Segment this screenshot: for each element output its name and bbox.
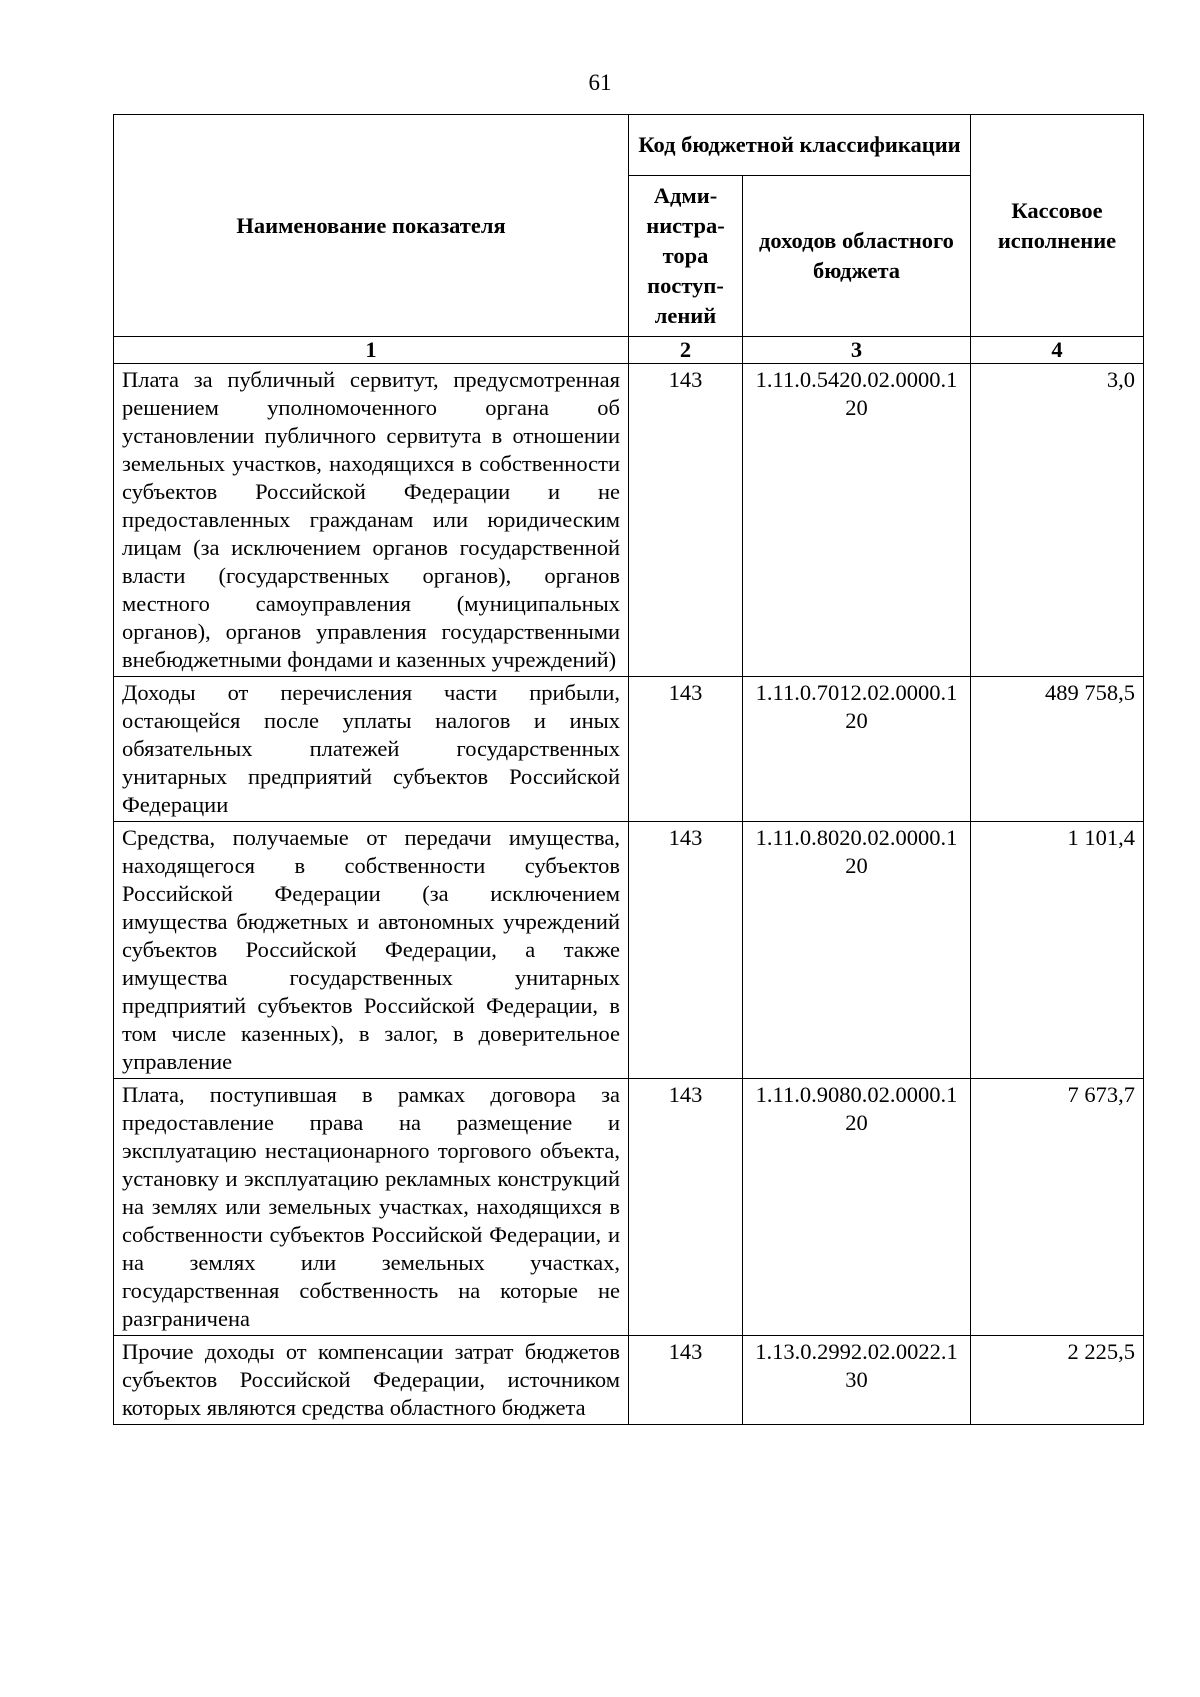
budget-table <box>113 114 1144 1425</box>
admin-code: 143 <box>629 1079 743 1336</box>
header-code-group: Код бюджетной классификации <box>629 115 971 176</box>
execution-amount: 2 225,5 <box>971 1336 1144 1425</box>
income-code: 1.11.0.9080.02.0000.120 <box>743 1079 971 1336</box>
admin-code: 143 <box>629 677 743 822</box>
income-code: 1.11.0.8020.02.0000.120 <box>743 822 971 1079</box>
column-number: 2 <box>629 337 743 364</box>
indicator-name: Плата за публичный сервитут, предусмотренная решением уполномоченного органа об установлении публичного сервитута в отношении земельных участков, находящихся в собственности субъектов Российской Федерации и не предоставленных гражданам или юридическим лицам (за исключением органов государственной власти (государственных органов), органов местного самоуправления (муниципальных органов), органов управления государственными внебюджетными фондами и казенных учреждений) <box>114 364 629 677</box>
admin-code: 143 <box>629 1336 743 1425</box>
indicator-name: Средства, получаемые от передачи имущества, находящегося в собственности субъектов Российской Федерации (за исключением имущества бюджетных и автономных учреждений субъектов Российской Федерации, а также имущества государственных унитарных предприятий субъектов Российской Федерации, в том числе казенных), в залог, в доверительное управление <box>114 822 629 1079</box>
indicator-name: Плата, поступившая в рамках договора за предоставление права на размещение и эксплуатацию нестационарного торгового объекта, установку и эксплуатацию рекламных конструкций на землях или земельных участках, находящихся в собственности субъектов Российской Федерации, и на землях или земельных участках, государственная собственность на которые не разграничена <box>114 1079 629 1336</box>
income-code: 1.13.0.2992.02.0022.130 <box>743 1336 971 1425</box>
execution-amount: 489 758,5 <box>971 677 1144 822</box>
indicator-name: Доходы от перечисления части прибыли, остающейся после уплаты налогов и иных обязательных платежей государственных унитарных предприятий субъектов Российской Федерации <box>114 677 629 822</box>
header-execution: Кассовое исполнение <box>971 115 1144 337</box>
column-number: 4 <box>971 337 1144 364</box>
page-number: 61 <box>588 70 612 95</box>
table-row <box>114 1336 1144 1425</box>
admin-code: 143 <box>629 364 743 677</box>
column-number: 3 <box>743 337 971 364</box>
header-name: Наименование показателя <box>114 115 629 337</box>
execution-amount: 3,0 <box>971 364 1144 677</box>
admin-code: 143 <box>629 822 743 1079</box>
execution-amount: 1 101,4 <box>971 822 1144 1079</box>
header-income-code: доходов областного бюджета <box>743 176 971 337</box>
income-code: 1.11.0.5420.02.0000.120 <box>743 364 971 677</box>
table-row <box>114 364 1144 677</box>
table-row <box>114 822 1144 1079</box>
column-number: 1 <box>114 337 629 364</box>
table-row <box>114 677 1144 822</box>
header-admin: Адми-нистра-тора поступ-лений <box>629 176 743 337</box>
indicator-name: Прочие доходы от компенсации затрат бюджетов субъектов Российской Федерации, источником которых являются средства областного бюджета <box>114 1336 629 1425</box>
income-code: 1.11.0.7012.02.0000.120 <box>743 677 971 822</box>
execution-amount: 7 673,7 <box>971 1079 1144 1336</box>
table-row <box>114 1079 1144 1336</box>
